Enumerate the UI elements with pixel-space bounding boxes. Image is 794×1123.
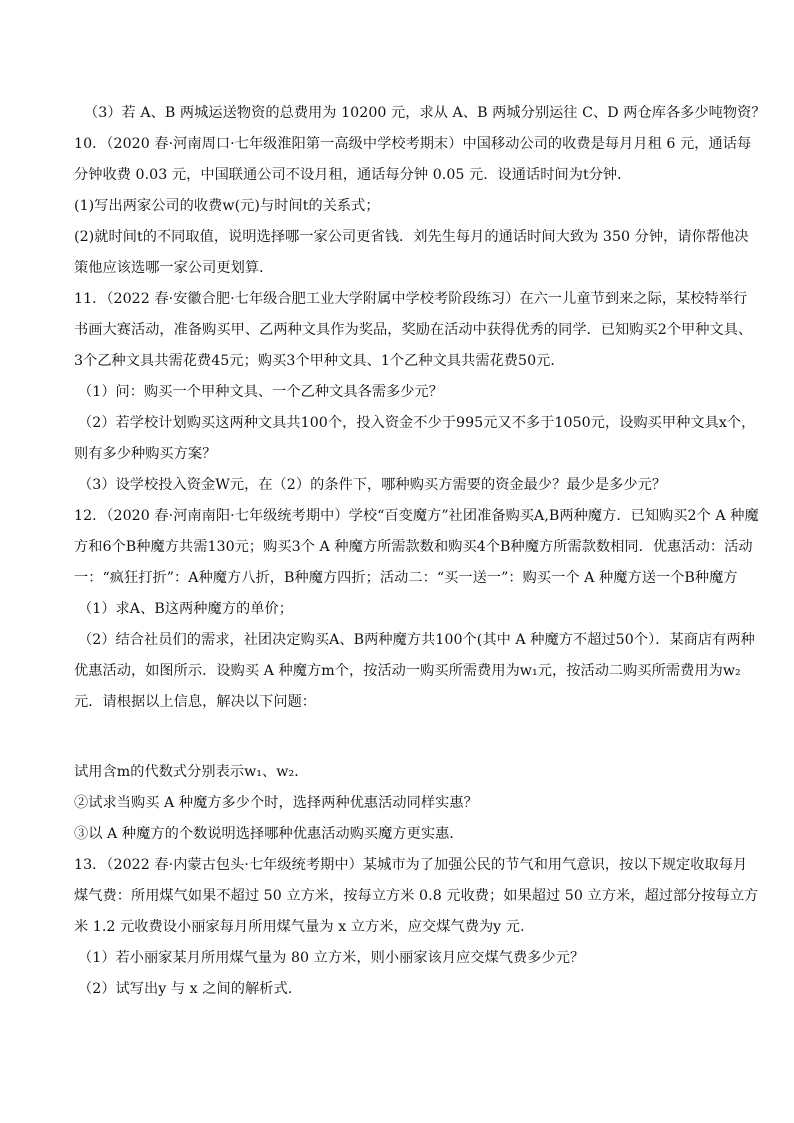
text-line: 分钟收费 0.03 元，中国联通公司不设月租，通话每分钟 0.05 元．设通话时间为t分钟． [74,167,632,183]
text-line: （1）求A、B这两种魔方的单价； [78,601,293,617]
text-line: （1）若小丽家某月所用煤气量为 80 立方米，则小丽家该月应交煤气费多少元？ [78,950,585,966]
text-line: 煤气费：所用煤气如果不超过 50 立方米，按每立方米 0.8 元收费；如果超过 50 立方米，超过部分按每立方 [74,888,759,904]
text-line: （2）结合社员们的需求，社团决定购买A、B两种魔方共100个(其中 A 种魔方不超过50个）．某商店有两种 [78,632,755,648]
text-line: 则有多少种购买方案？ [74,446,217,462]
text-line: 策他应该选哪一家公司更划算． [74,260,274,276]
text-line: （3）设学校投入资金W元，在（2）的条件下，哪种购买方需要的资金最少？最少是多少元？ [78,477,667,493]
text-line: 优惠活动，如图所示．设购买 A 种魔方m个，按活动一购买所需费用为w₁元，按活动二购买所需费用为w₂ [74,663,741,679]
text-line: 10．（2020 春·河南周口·七年级淮阳第一高级中学校考期末）中国移动公司的收费是每月月租 6 元，通话每 [74,136,752,152]
text-line: (2)就时间t的不同取值，说明选择哪一家公司更省钱．刘先生每月的通话时间大致为 350 分钟，请你帮他决 [74,229,749,245]
text-line: 方和6个B种魔方共需130元；购买3个 A 种魔方所需款数和购买4个B种魔方所需款数相同．优惠活动：活动 [74,539,753,555]
text-line: 3个乙种文具共需花费45元；购买3个甲种文具、1个乙种文具共需花费50元． [74,353,565,369]
text-line: （1）问：购买一个甲种文具、一个乙种文具各需多少元？ [78,384,444,400]
text-line: ②试求当购买 A 种魔方多少个时，选择两种优惠活动同样实惠？ [74,795,478,811]
text-line: 试用含m的代数式分别表示w₁、w₂． [74,764,309,780]
text-line: （3）若 A、B 两城运送物资的总费用为 10200 元，求从 A、B 两城分别运往 C、D 两仓库各多少吨物资？ [84,105,766,121]
text-line: 书画大赛活动，准备购买甲、乙两种文具作为奖品，奖励在活动中获得优秀的同学．已知购买2个甲种文具、 [74,322,753,338]
text-line: 米 1.2 元收费设小丽家每月所用煤气量为 x 立方米，应交煤气费为y 元. [74,919,525,935]
text-line: 12．（2020 春·河南南阳·七年级统考期中）学校“百变魔方”社团准备购买A,B两种魔方．已知购买2个 A 种魔 [74,508,759,524]
text-line: 元．请根据以上信息，解决以下问题： [74,694,317,710]
text-line: 13．（2022 春·内蒙古包头·七年级统考期中）某城市为了加强公民的节气和用气意识，按以下规定收取每月 [74,857,748,873]
text-line: （2）若学校计划购买这两种文具共100个，投入资金不少于995元又不多于1050元，设购买甲种文具x个， [78,415,756,431]
text-line: 11．（2022 春·安徽合肥·七年级合肥工业大学附属中学校考阶段练习）在六一儿童节到来之际，某校特举行 [74,291,748,307]
text-line: 一：“疯狂打折”：A种魔方八折，B种魔方四折；活动二：“买一送一”：购买一个 A 种魔方送一个B种魔方 [74,570,738,586]
text-line: ③以 A 种魔方的个数说明选择哪种优惠活动购买魔方更实惠． [74,826,464,842]
text-line: （2）试写出y 与 x 之间的解析式. [78,981,293,997]
text-line: (1)写出两家公司的收费w(元)与时间t的关系式； [74,198,380,214]
